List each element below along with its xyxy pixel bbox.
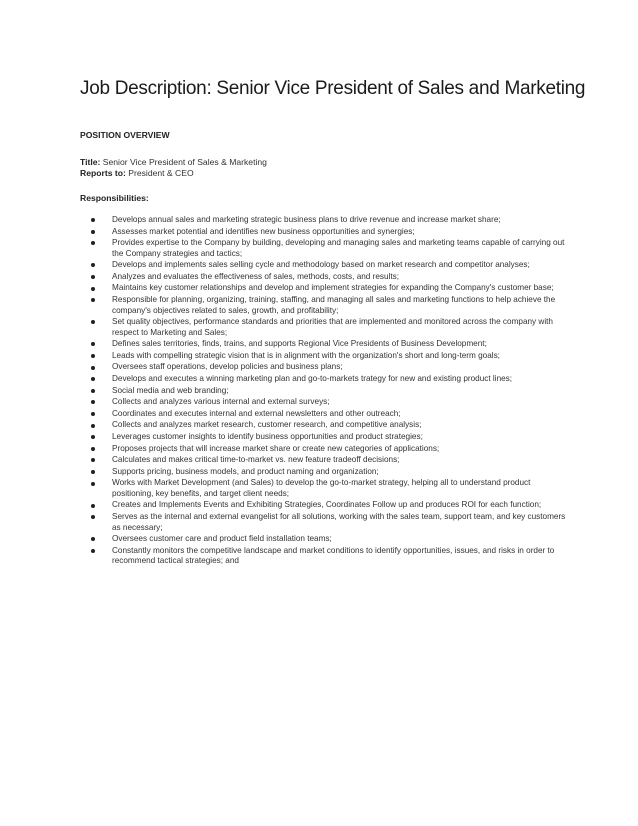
bullet-icon [91, 400, 95, 404]
bullet-icon [91, 263, 95, 267]
responsibility-item [80, 409, 570, 420]
responsibility-item [80, 362, 570, 373]
bullet-icon [91, 218, 95, 222]
responsibility-text: Leverages customer insights to identify business opportunities and product strategies; [112, 432, 423, 441]
bullet-icon [91, 537, 95, 541]
responsibility-text: Works with Market Development (and Sales) to develop the go-to-market strategy, helping all to understand product positioning, key benefits, and target client needs; [112, 478, 531, 498]
responsibility-text: Oversees customer care and product field installation teams; [112, 534, 332, 544]
bullet-icon [91, 230, 95, 234]
responsibility-item [80, 420, 570, 431]
responsibility-item [80, 534, 570, 545]
responsibility-text: Maintains key customer relationships and develop and implement strategies for expanding the Company's customer base; [112, 283, 554, 293]
document-title: Job Description: Senior Vice President of Sales and Marketing [80, 78, 586, 99]
bullet-icon [91, 549, 95, 553]
responsibility-text: Develops annual sales and marketing strategic business plans to drive revenue and increase market share; [112, 215, 501, 224]
bullet-icon [91, 342, 95, 346]
bullet-icon [91, 354, 95, 358]
responsibility-text: Set quality objectives, performance standards and priorities that are implemented and monitored across the company with respect to Marketing and Sales; [112, 317, 553, 337]
responsibility-text: Calculates and makes critical time-to-market vs. new feature tradeoff decisions; [112, 455, 400, 465]
bullet-icon [91, 482, 95, 486]
responsibility-text: Responsible for planning, organizing, training, staffing, and managing all sales and marketing functions to help achieve the company's objectives related to sales, growth, and profitability; [112, 295, 556, 315]
responsibility-item [80, 500, 570, 511]
responsibility-text: Coordinates and executes internal and external newsletters and other outreach; [112, 408, 401, 418]
responsibility-text: Develops and implements sales selling cycle and methodology based on market research and competitor analyses; [112, 260, 530, 270]
bullet-icon [91, 458, 95, 462]
responsibility-item [80, 374, 570, 385]
responsibility-item [80, 317, 570, 338]
responsibility-item [80, 295, 570, 316]
responsibility-text: Constantly monitors the competitive landscape and market conditions to identify opportunities, issues, and risks in order to recommend tactical strategies; and [112, 545, 555, 566]
responsibility-item [80, 397, 570, 408]
responsibility-item [80, 467, 570, 478]
responsibility-text: Leads with compelling strategic vision that is in alignment with the organization's short and long-term goals; [112, 350, 500, 360]
reports-to-value: President & CEO [128, 168, 194, 178]
responsibility-item [80, 260, 570, 271]
bullet-icon [91, 377, 95, 381]
responsibility-item [80, 386, 570, 397]
bullet-icon [91, 320, 95, 324]
responsibility-item [80, 227, 570, 238]
bullet-icon [91, 298, 95, 302]
responsibility-text: Proposes projects that will increase market share or create new categories of applications; [112, 443, 440, 453]
title-label: Title: [80, 157, 101, 167]
bullet-icon [91, 435, 95, 439]
position-overview-heading: POSITION OVERVIEW [80, 130, 170, 140]
bullet-icon [91, 275, 95, 279]
responsibility-item [80, 444, 570, 455]
responsibility-item [80, 478, 570, 499]
responsibility-text: Social media and web branding; [112, 385, 229, 395]
bullet-icon [91, 241, 95, 245]
responsibility-text: Oversees staff operations, develop policies and business plans; [112, 362, 343, 372]
responsibility-text: Collects and analyzes various internal and external surveys; [112, 397, 330, 407]
bullet-icon [91, 389, 95, 393]
responsibility-text: Assesses market potential and identifies new business opportunities and synergies; [112, 226, 415, 236]
responsibility-text: Defines sales territories, finds, trains, and supports Regional Vice Presidents of Business Development; [112, 339, 487, 349]
responsibility-text: Develops and executes a winning marketing plan and go-to-markets trategy for new and existing product lines; [112, 374, 513, 384]
bullet-icon [91, 412, 95, 416]
responsibilities-heading: Responsibilities: [80, 193, 149, 203]
responsibility-text: Provides expertise to the Company by building, developing and managing sales and marketing teams capable of carrying out the Company strategies and tactics; [112, 238, 565, 258]
responsibility-text: Creates and Implements Events and Exhibiting Strategies, Coordinates Follow up and produces ROI for each function; [112, 500, 542, 510]
responsibility-item [80, 546, 570, 567]
responsibility-item [80, 215, 570, 226]
bullet-icon [91, 504, 95, 508]
responsibility-item [80, 283, 570, 294]
bullet-icon [91, 424, 95, 428]
title-value: Senior Vice President of Sales & Marketing [102, 157, 267, 167]
reports-to-label: Reports to: [80, 168, 126, 178]
responsibility-item [80, 238, 570, 259]
reports-to-line [80, 168, 194, 178]
bullet-icon [91, 470, 95, 474]
responsibility-item [80, 351, 570, 362]
bullet-icon [91, 447, 95, 451]
bullet-icon [91, 515, 95, 519]
bullet-icon [91, 287, 95, 291]
responsibility-text: Supports pricing, business models, and product naming and organization; [112, 466, 379, 476]
responsibility-item [80, 512, 570, 533]
responsibility-item [80, 455, 570, 466]
responsibility-item [80, 272, 570, 283]
responsibility-text: Collects and analyzes market research, customer research, and competitive analysis; [112, 420, 422, 430]
title-line [80, 157, 267, 167]
responsibility-item [80, 432, 570, 443]
responsibility-text: Serves as the internal and external evangelist for all solutions, working with the sales team, support team, and key customers as necessary; [112, 512, 566, 532]
responsibility-text: Analyzes and evaluates the effectiveness of sales, methods, costs, and results; [112, 271, 400, 281]
responsibilities-list [80, 215, 570, 568]
responsibility-item [80, 339, 570, 350]
bullet-icon [91, 366, 95, 370]
